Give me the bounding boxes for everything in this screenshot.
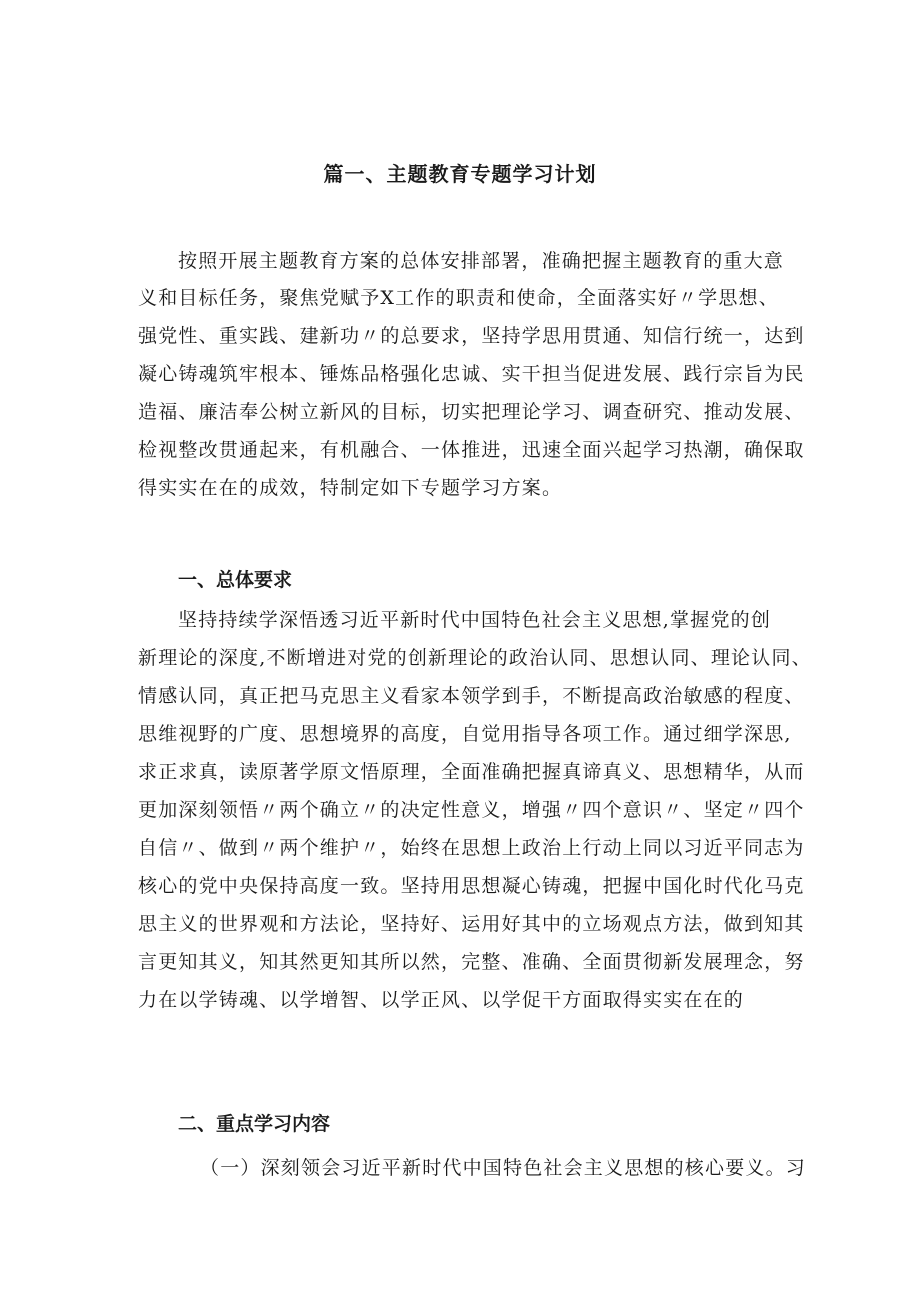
paragraph-line: 更加深刻领悟〃两个确立〃的决定性意义，增强〃四个意识〃、坚定〃四个 [138, 799, 805, 821]
paragraph-line: 思维视野的广度、思想境界的高度，自觉用指导各项工作。通过细学深思, [138, 723, 792, 745]
paragraph-line: 思主义的世界观和方法论，坚持好、运用好其中的立场观点方法，做到知其 [138, 913, 805, 935]
paragraph-line: 力在以学铸魂、以学增智、以学正风、以学促干方面取得实实在在的 [138, 989, 745, 1011]
paragraph-line: 情感认同，真正把马克思主义看家本领学到手，不断提高政治敏感的程度、 [138, 685, 805, 707]
paragraph-line: 新理论的深度,不断增进对党的创新理论的政治认同、思想认同、理论认同、 [138, 647, 812, 669]
section-heading: 一、总体要求 [178, 569, 293, 591]
paragraph-line: 求正求真，读原著学原文悟原理，全面准确把握真谛真义、思想精华，从而 [138, 761, 805, 783]
paragraph-line: 坚持持续学深悟透习近平新时代中国特色社会主义思想,掌握党的创 [178, 609, 772, 631]
paragraph-line: 强党性、重实践、建新功〃的总要求，坚持学思用贯通、知信行统一，达到 [138, 325, 805, 347]
paragraph-line: 得实实在在的成效，特制定如下专题学习方案。 [138, 477, 563, 499]
paragraph-line: 凝心铸魂筑牢根本、锤炼品格强化忠诚、实干担当促进发展、践行宗旨为民 [138, 363, 805, 385]
paragraph-line: 自信〃、做到〃两个维护〃，始终在思想上政治上行动上同以习近平同志为 [138, 837, 805, 859]
paragraph-line: 言更知其义，知其然更知其所以然，完整、准确、全面贯彻新发展理念，努 [138, 951, 805, 973]
paragraph-line: （一）深刻领会习近平新时代中国特色社会主义思想的核心要义。习 [200, 1157, 807, 1179]
paragraph-line: 按照开展主题教育方案的总体安排部署，准确把握主题教育的重大意 [178, 250, 785, 272]
paragraph-line: 检视整改贯通起来，有机融合、一体推进，迅速全面兴起学习热潮，确保取 [138, 439, 805, 461]
paragraph-line: 核心的党中央保持高度一致。坚持用思想凝心铸魂，把握中国化时代化马克 [138, 875, 805, 897]
paragraph-line: 造福、廉洁奉公树立新风的目标，切实把理论学习、调查研究、推动发展、 [138, 401, 805, 423]
section-heading: 二、重点学习内容 [178, 1113, 331, 1135]
document-title: 篇一、主题教育专题学习计划 [323, 162, 597, 186]
paragraph-line: 义和目标任务，聚焦党赋予X工作的职责和使命，全面落实好〃学思想、 [138, 287, 779, 309]
